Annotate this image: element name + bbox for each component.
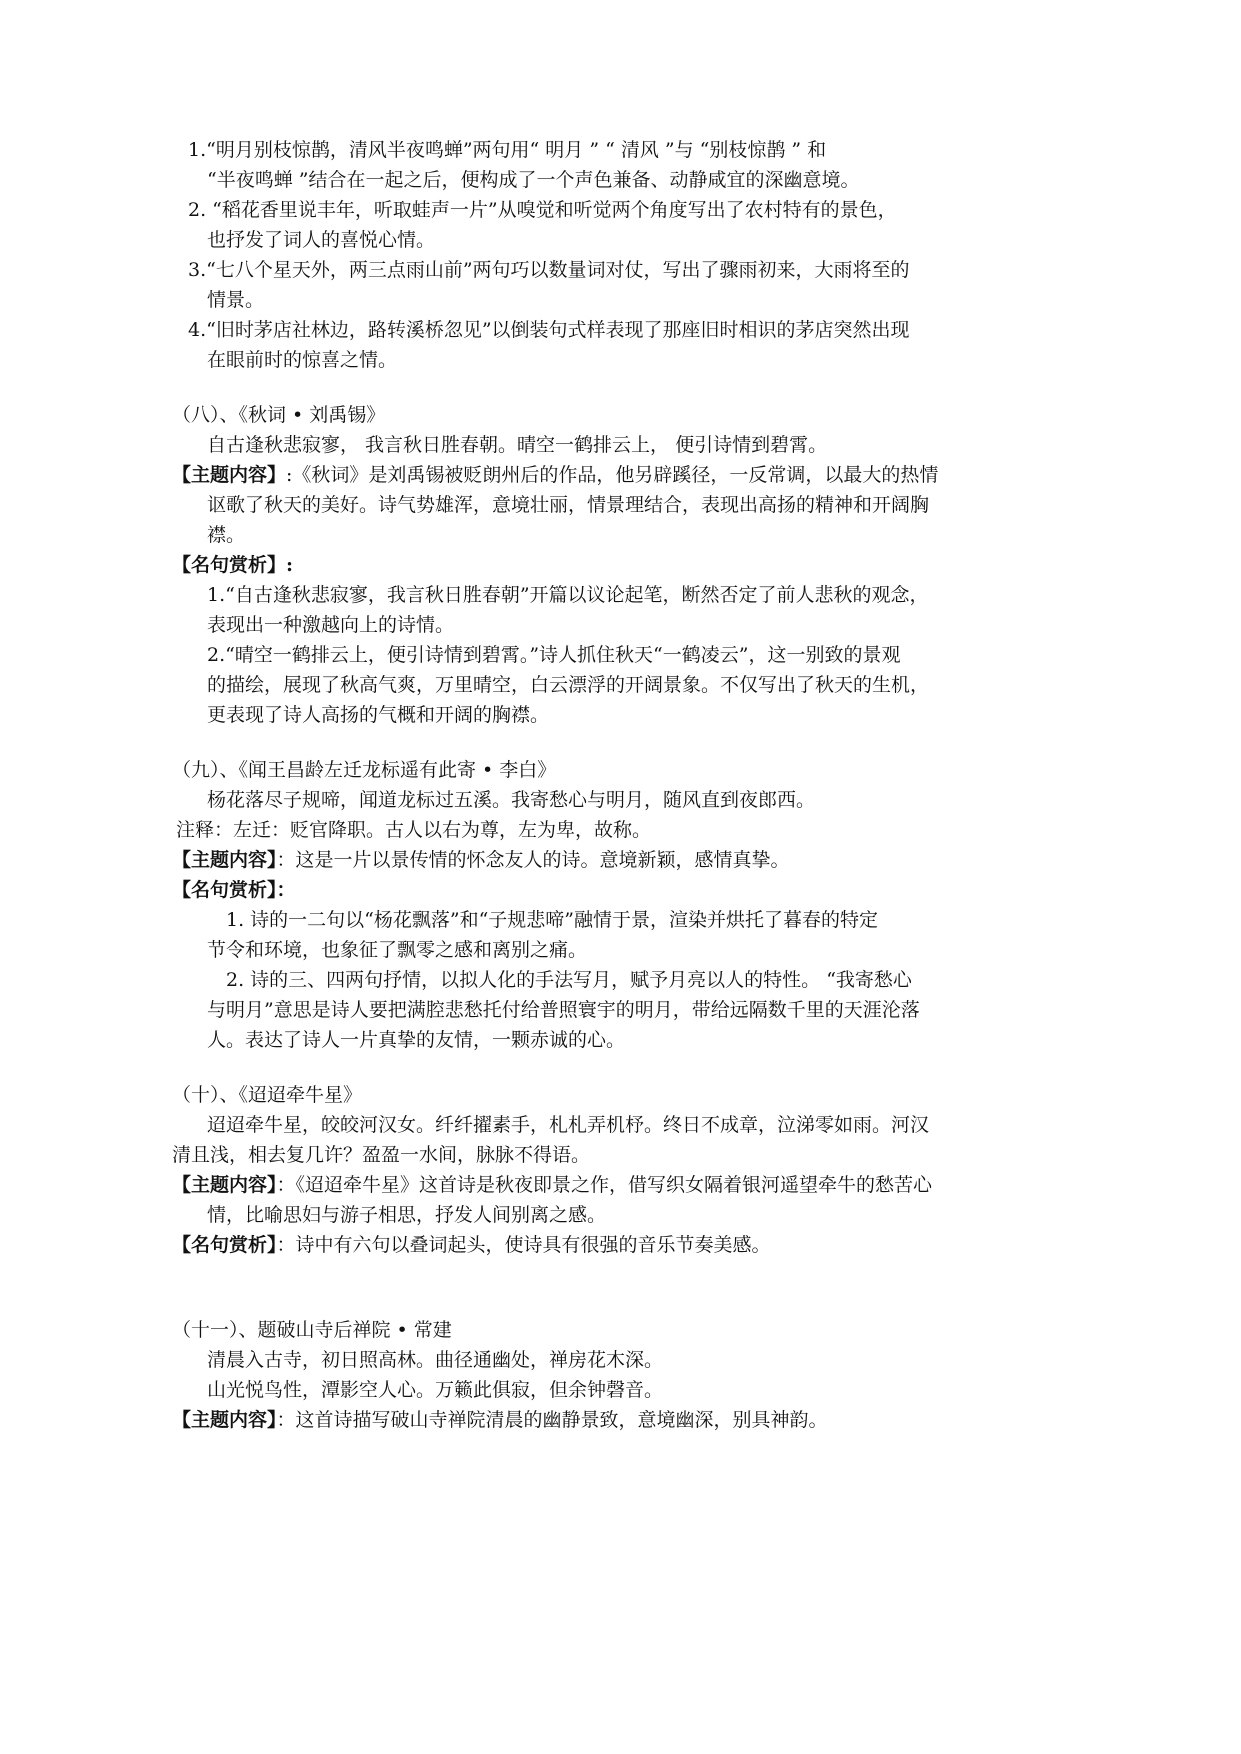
section-11-title: （十一）、题破山寺后禅院 • 常建 — [172, 1319, 452, 1341]
section-8-analysis-line-4: 的描绘，展现了秋高气爽，万里晴空，白云漂浮的开阔景象。不仅写出了秋天的生机， — [207, 674, 930, 696]
section-9-title: （九）、《闻王昌龄左迁龙标遥有此寄 • 李白》 — [172, 759, 557, 781]
section-8-analysis-line-1: 1.“自古逢秋悲寂寥，我言秋日胜春朝”开篇以议论起笔，断然否定了前人悲秋的观念， — [207, 584, 929, 606]
intro-item-3-line-2: 情景。 — [207, 289, 265, 311]
section-9-analysis-line-4: 与明月”意思是诗人要把满腔悲愁托付给普照寰宇的明月，带给远隔数千里的天涯沦落 — [207, 999, 920, 1021]
theme-label: 【主题内容】 — [172, 464, 287, 486]
intro-item-1-line-1: 1.“明月别枝惊鹊，清风半夜鸣蝉”两句用“ 明月 ” “ 清风 ”与 “别枝惊鹊 ” 和 — [188, 139, 827, 161]
section-8-theme-line-3: 襟。 — [207, 524, 246, 546]
section-9-analysis-line-2: 节令和环境，也象征了飘零之感和离别之痛。 — [207, 939, 588, 961]
theme-text: ：这是一片以景传情的怀念友人的诗。意境新颖，感情真挚。 — [276, 849, 790, 871]
section-9-analysis-label: 【名句赏析】： — [172, 879, 296, 901]
section-10-title: （十）、《迢迢牵牛星》 — [172, 1084, 363, 1106]
section-9-note: 注释：左迁：贬官降职。古人以右为尊，左为卑，故称。 — [176, 819, 652, 841]
theme-text: ：《迢迢牵牛星》这首诗是秋夜即景之作，借写织女隔着银河遥望牵牛的愁苦心 — [276, 1174, 933, 1196]
section-10-theme-line-2: 情，比喻思妇与游子相思，抒发人间别离之感。 — [207, 1204, 607, 1226]
theme-label: 【主题内容】 — [172, 1174, 277, 1196]
section-10-poem-line-2: 清且浅，相去复几许？盈盈一水间，脉脉不得语。 — [172, 1144, 591, 1166]
section-8-theme-line-2: 讴歌了秋天的美好。诗气势雄浑，意境壮丽，情景理结合，表现出高扬的精神和开阔胸 — [207, 494, 930, 516]
intro-item-4-line-1: 4.“旧时茅店社林边，路转溪桥忽见”以倒装句式样表现了那座旧时相识的茅店突然出现 — [188, 319, 910, 341]
section-8-theme-line-1 — [172, 463, 938, 487]
section-11-poem-line-2: 山光悦鸟性，潭影空人心。万籁此俱寂，但余钟磬音。 — [207, 1379, 664, 1401]
section-9-analysis-line-5: 人。表达了诗人一片真挚的友情，一颗赤诚的心。 — [207, 1029, 626, 1051]
intro-item-3-line-1: 3.“七八个星天外，两三点雨山前”两句巧以数量词对仗，写出了骤雨初来，大雨将至的 — [188, 259, 910, 281]
theme-label: 【主题内容】 — [172, 1409, 277, 1431]
intro-item-1-line-2: “半夜鸣蝉 ”结合在一起之后，便构成了一个声色兼备、动静咸宜的深幽意境。 — [207, 169, 860, 191]
section-11-poem-line-1: 清晨入古寺，初日照高林。曲径通幽处，禅房花木深。 — [207, 1349, 664, 1371]
section-11-theme — [172, 1408, 828, 1432]
section-10-analysis — [172, 1233, 771, 1257]
analysis-text: ：诗中有六句以叠词起头，使诗具有很强的音乐节奏美感。 — [276, 1234, 771, 1256]
section-10-poem-line-1: 迢迢牵牛星，皎皎河汉女。纤纤擢素手，札札弄机杼。终日不成章，泣涕零如雨。河汉 — [207, 1114, 930, 1136]
section-8-analysis-line-2: 表现出一种激越向上的诗情。 — [207, 614, 455, 636]
section-8-analysis-line-5: 更表现了诗人高扬的气概和开阔的胸襟。 — [207, 704, 550, 726]
intro-item-4-line-2: 在眼前时的惊喜之情。 — [207, 349, 398, 371]
section-9-poem: 杨花落尽子规啼，闻道龙标过五溪。我寄愁心与明月，随风直到夜郎西。 — [207, 789, 816, 811]
theme-text: ：这首诗描写破山寺禅院清晨的幽静景致，意境幽深，别具神韵。 — [276, 1409, 828, 1431]
section-9-analysis-line-1: 1. 诗的一二句以“杨花飘落”和“子规悲啼”融情于景，渲染并烘托了暮春的特定 — [226, 909, 879, 931]
intro-item-2-line-1: 2. “稻花香里说丰年，听取蛙声一片”从嗅觉和听觉两个角度写出了农村特有的景色， — [188, 199, 897, 221]
theme-text: :《秋词》是刘禹锡被贬朗州后的作品，他另辟蹊径，一反常调，以最大的热情 — [286, 464, 939, 486]
analysis-label: 【名句赏析】 — [172, 1234, 277, 1256]
section-8-analysis-line-3: 2.“晴空一鹤排云上，便引诗情到碧霄。”诗人抓住秋天“一鹤凌云”，这一别致的景观 — [207, 644, 901, 666]
theme-label: 【主题内容】 — [172, 849, 277, 871]
section-8-analysis-label: 【名句赏析】: — [172, 554, 294, 576]
section-9-theme — [172, 848, 790, 872]
section-9-analysis-line-3: 2. 诗的三、四两句抒情，以拟人化的手法写月，赋予月亮以人的特性。 “我寄愁心 — [226, 969, 912, 991]
section-8-poem: 自古逢秋悲寂寥， 我言秋日胜春朝。晴空一鹤排云上， 便引诗情到碧霄。 — [207, 434, 828, 456]
section-8-title: （八）、《秋词 • 刘禹锡》 — [172, 404, 386, 426]
section-10-theme-line-1 — [172, 1173, 932, 1197]
intro-item-2-line-2: 也抒发了词人的喜悦心情。 — [207, 229, 436, 251]
